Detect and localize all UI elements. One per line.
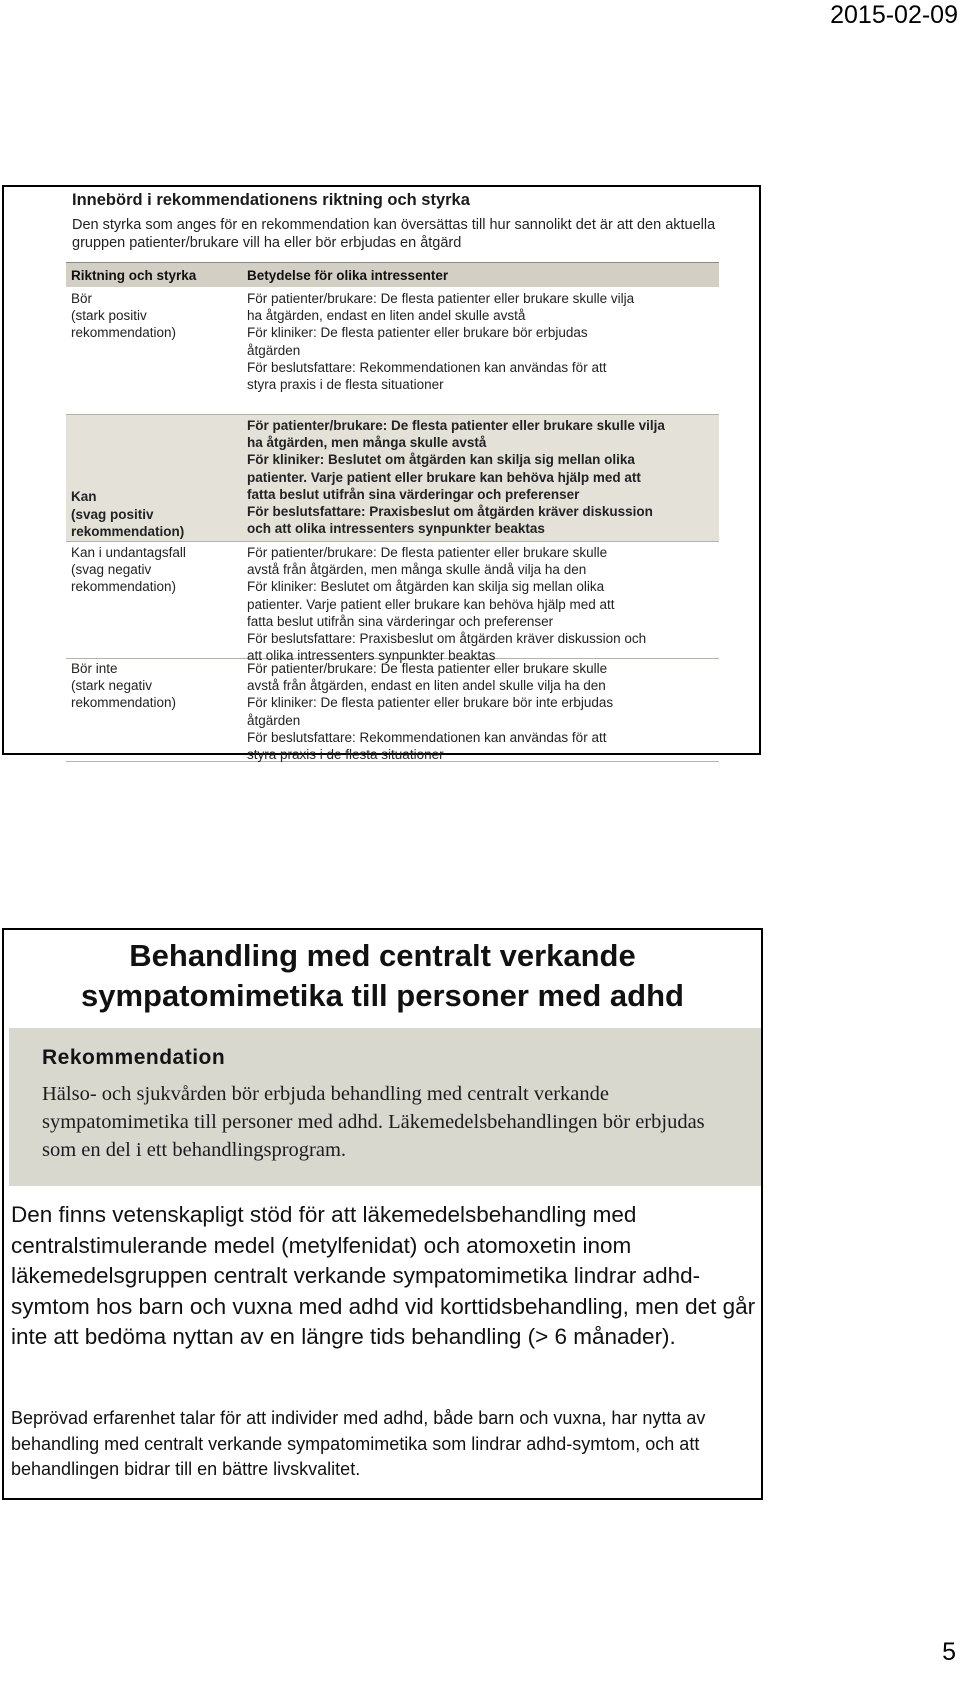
text-line: fatta beslut utifrån sina värderingar och preferenser <box>247 486 580 502</box>
slide-treatment-sympathomimetics <box>2 928 763 1500</box>
row-description <box>245 417 719 541</box>
recommendation-text: Hälso- och sjukvården bör erbjuda behandling med centralt verkande sympatomimetika till personer med adhd. Läkemedelsbehandlingen bör erbjudas som en del i ett behandlingsprogram. <box>42 1083 705 1161</box>
row-description <box>245 544 719 664</box>
text-line: åtgärden <box>247 342 301 358</box>
text-line: och att olika intressenters synpunkter beaktas <box>247 521 545 537</box>
table-row <box>66 659 719 762</box>
slide-title <box>4 936 761 1016</box>
row-label <box>66 290 245 414</box>
label-line: (svag negativ <box>71 562 152 578</box>
text-line: För kliniker: De flesta patienter eller brukare bör inte erbjudas <box>247 695 614 711</box>
text-line: styra praxis i de flesta situationer <box>247 747 444 763</box>
row-description <box>245 660 719 761</box>
text-line: För kliniker: De flesta patienter eller brukare bör erbjudas <box>247 325 588 341</box>
column-header: Riktning och styrka <box>71 267 197 283</box>
label-line: Bör inte <box>71 661 118 676</box>
row-description <box>245 290 719 414</box>
text-line: att olika intressenters synpunkter beaktas <box>247 648 496 664</box>
label-line: (stark negativ <box>71 678 153 694</box>
text-line: ha åtgärden, endast en liten andel skulle avstå <box>247 308 526 324</box>
text-line: patienter. Varje patient eller brukare kan behöva hjälp med att <box>247 469 641 485</box>
text-line: För kliniker: Beslutet om åtgärden kan skilja sig mellan olika <box>247 452 635 468</box>
label-line: Kan i undantagsfall <box>71 545 186 560</box>
recommendation-box <box>9 1028 761 1186</box>
column-header: Betydelse för olika intressenter <box>247 267 449 283</box>
text-line: För beslutsfattare: Praxisbeslut om åtgärden kräver diskussion <box>247 504 653 520</box>
text-line: För kliniker: Beslutet om åtgärden kan skilja sig mellan olika <box>247 579 605 595</box>
text-line: För beslutsfattare: Praxisbeslut om åtgärden kräver diskussion och <box>247 631 647 647</box>
label-line: Kan <box>71 489 97 505</box>
evidence-paragraph: Den finns vetenskapligt stöd för att läkemedelsbehandling med centralstimulerande medel (metylfenidat) och atomoxetin inom läkemedelsgruppen centralt verkande sympatomimetika lindrar adhd-symtom hos barn och vuxna med adhd vid korttidsbehandling, men det går inte att bedöma nyttan av en längre tids behandling (> 6 månader). <box>11 1202 756 1349</box>
title-line: Behandling med centralt verkande <box>129 938 636 973</box>
header-date: 2015-02-09 <box>830 1 958 29</box>
text-line: patienter. Varje patient eller brukare kan behöva hjälp med att <box>247 596 615 612</box>
label-line: rekommendation) <box>71 325 177 341</box>
text-line: För patienter/brukare: De flesta patienter eller brukare skulle <box>247 661 608 676</box>
label-line: (svag positiv <box>71 506 154 522</box>
text-line: För beslutsfattare: Rekommendationen kan användas för att <box>247 729 607 745</box>
text-line: För beslutsfattare: Rekommendationen kan användas för att <box>247 359 607 375</box>
text-line: avstå från åtgärden, men många skulle ändå vilja ha den <box>247 562 587 578</box>
text-line: styra praxis i de flesta situationer <box>247 377 444 393</box>
label-line: (stark positiv <box>71 308 147 324</box>
label-line: rekommendation) <box>71 695 177 711</box>
text-line: För patienter/brukare: De flesta patienter eller brukare skulle vilja <box>247 291 635 306</box>
text-line: För patienter/brukare: De flesta patienter eller brukare skulle vilja <box>247 418 665 433</box>
table-row <box>66 287 719 415</box>
label-line: rekommendation) <box>71 579 177 595</box>
label-line: Bör <box>71 291 93 306</box>
slide-title: Innebörd i rekommendationens riktning och styrka <box>72 191 470 209</box>
table-header-row <box>66 262 719 287</box>
recommendation-table <box>66 262 719 762</box>
row-label <box>66 660 245 761</box>
text-line: åtgärden <box>247 712 301 728</box>
row-label <box>66 417 245 541</box>
slide-recommendation-strength <box>2 185 761 763</box>
recommendation-heading: Rekommendation <box>42 1046 226 1069</box>
text-line: ha åtgärden, men många skulle avstå <box>247 435 487 451</box>
text-line: För patienter/brukare: De flesta patienter eller brukare skulle <box>247 545 608 560</box>
page-number: 5 <box>942 1638 956 1666</box>
table-row <box>66 542 719 664</box>
text-line: fatta beslut utifrån sina värderingar och preferenser <box>247 613 554 629</box>
label-line: rekommendation) <box>71 523 185 539</box>
title-line: sympatomimetika till personer med adhd <box>81 978 684 1013</box>
text-line: avstå från åtgärden, endast en liten andel skulle vilja ha den <box>247 678 606 694</box>
experience-paragraph: Beprövad erfarenhet talar för att individer med adhd, både barn och vuxna, har nytta av behandling med centralt verkande sympatomimetika som lindrar adhd-symtom, och att behandlingen bidrar till en bättre livskvalitet. <box>11 1408 706 1479</box>
table-row <box>66 415 719 542</box>
row-label <box>66 544 245 658</box>
slide-intro: Den styrka som anges för en rekommendation kan översättas till hur sannolikt det är att den aktuella gruppen patienter/brukare vill ha eller bör erbjudas en åtgärd <box>72 217 716 251</box>
